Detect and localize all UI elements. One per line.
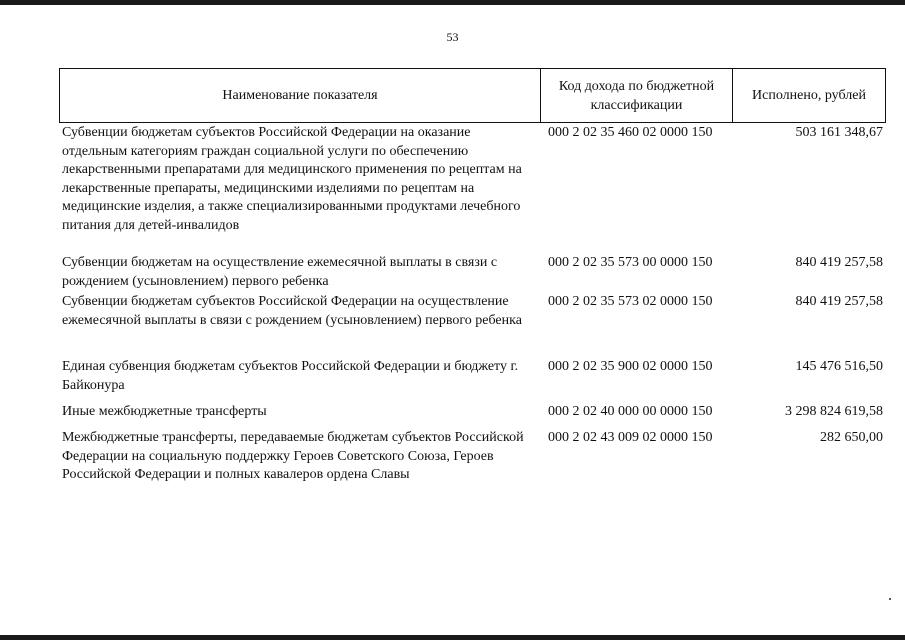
table-row [62,124,886,254]
income-code-cell: 000 2 02 43 009 02 0000 150 [548,430,713,445]
income-code-cell: 000 2 02 35 900 02 0000 150 [548,359,713,374]
income-code-cell: 000 2 02 35 573 02 0000 150 [548,294,713,309]
amount-cell: 840 419 257,58 [795,294,883,309]
header-income-code: Код дохода по бюджетной классификации [540,69,733,122]
table-body [62,124,886,509]
indicator-name-cell: Единая субвенция бюджетам субъектов Российской Федерации и бюджету г. Байконура [62,359,519,393]
amount-cell: 282 650,00 [820,430,883,445]
indicator-name-cell: Межбюджетные трансферты, передаваемые бюджетам субъектов Российской Федерации на социальную поддержку Героев Советского Союза, Героев Российской Федерации и полных кавалеров ордена Славы [62,430,524,482]
header-indicator-name: Наименование показателя [222,88,378,103]
amount-cell: 840 419 257,58 [795,255,883,270]
income-code-cell: 000 2 02 40 000 00 0000 150 [548,404,713,419]
income-code-cell: 000 2 02 35 573 00 0000 150 [548,255,713,270]
bottom-border-rule [0,635,905,640]
indicator-name-cell: Субвенции бюджетам субъектов Российской Федерации на осуществление ежемесячной выплаты в связи с рождением (усыновлением) первого ребенка [62,294,522,328]
table-row [62,429,886,509]
income-code-cell: 000 2 02 35 460 02 0000 150 [548,125,713,140]
page-number: 53 [446,30,459,44]
scan-speck [889,598,891,600]
indicator-name-cell: Субвенции бюджетам на осуществление ежемесячной выплаты в связи с рождением (усыновлением) первого ребенка [62,255,498,289]
table-row [62,254,886,293]
header-executed-amount: Исполнено, рублей [752,88,866,103]
amount-cell: 503 161 348,67 [795,125,883,140]
table-row [62,403,886,429]
indicator-name-cell: Субвенции бюджетам субъектов Российской Федерации на оказание отдельным категориям граждан социальной услуги по обеспечению лекарственными препаратами для медицинского применения по рецептам на лекарственные препараты, медицинскими изделиями по рецептам на медицинские изделия, а также специализированными продуктами лечебного питания для детей-инвалидов [62,125,522,233]
top-border-rule [0,0,905,5]
amount-cell: 145 476 516,50 [795,359,883,374]
indicator-name-cell: Иные межбюджетные трансферты [62,404,267,419]
amount-cell: 3 298 824 619,58 [785,404,883,419]
table-header [59,68,886,123]
table-row [62,293,886,358]
table-row [62,358,886,403]
